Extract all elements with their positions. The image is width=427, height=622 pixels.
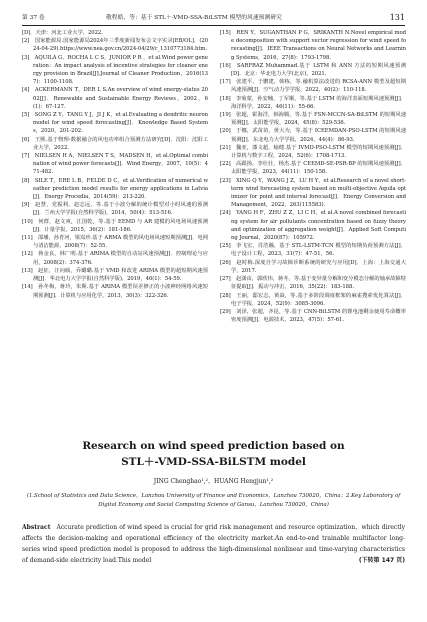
reference-item: [21] 魏亚，漆文超，喻健.基于 IVMD-PSO-LSTM 模型的短期风速预测[J]．计算机与数字工程，2024，52(6)：1708-1713.	[220, 144, 406, 160]
header-rule	[22, 25, 405, 26]
references-right-column	[220, 29, 406, 324]
reference-item: [14] 孙冬梅，蒋玲，朱斯.基于 ARIMA 模型误差修正的小波神经网络风速短期预测[J]．计算机与应用化学，2013，30(3)：322-326.	[22, 284, 208, 299]
reference-item: [22] 高跟扬，李壮壮，杨杰.基于 CEEMD-SE-PSR-BP 的短期风速预测[J]．太阳能学报，2023，44(11)：150-158.	[220, 161, 406, 176]
reference-item: [7] NIELSEN H A，NIELSEN T S，MADSEN H，et al.Optimal combination of wind power forecasts[J]．Wind Energy，2007，10(5)：471-482.	[22, 153, 208, 176]
affiliation: (1.School of Statistics and Data Science，Lanzhou University of Finance and Economics，Lanzhou 730020，China；2.Key Laboratory of Digital Economy and Social Computing Science of Gansu，Lanzhou 730020，China)	[26, 493, 401, 508]
reference-item: [D]．天津：河北工业大学，2022.	[22, 30, 103, 36]
reference-item: [6] 王熙.基于物理-数据融合的风电功率组合预测方法研究[D]．沈阳：沈阳工业大学，2022.	[22, 136, 208, 151]
reference-item: [25] 李飞宏，肖浩瀚，基于 STL-LSTM-TCN 模型的短期负荷预测方法[J]．电子设计工程，2023，31(7)：47-51，56.	[220, 243, 406, 258]
reference-item: [26] 赵时梅.深度自学习故障诊断系统的研究与应用[D]．上海：上海交通大学，2017.	[220, 259, 406, 274]
reference-item: [18] 李菊蒙，孙安楠，丁军顺，等.基于 LSTM 的海洋表面短期风速预测[J]．海洋科学，2022，46(11)：55-66.	[220, 95, 406, 110]
reference-item: [24] YANG H F，ZHU Z Z，LI C H，et al.A novel combined forecasting system for air pollutants concentration based on fuzzy theory and optimization of aggregation weight[J]．Applied Soft Computing Journal，2020(87)：105972.	[220, 210, 406, 242]
reference-item: [28] 王丽，邸宏志，黄焱，等.基于多阶段调度框架的麻雀搜索优化算法[J]．电子学报，2024，52(9)：3085-3096.	[220, 292, 406, 307]
reference-item: [4] ACKERMANN T，DER L S.An overview of wind energy-status 2002[J]．Renewable and Sustainable Energy Reviews，2002，6(1)：67-127.	[22, 87, 208, 110]
running-header	[22, 12, 405, 24]
english-title-line-2: STL＋-VMD-SSA-BiLSTM model	[121, 456, 306, 468]
reference-item: [23] XING Q Y，WANG J Z，LU H Y，et al.Research of a novel short-term wind forecasting system based on multi-objective Aquila optimizer for point and interval forecast[J]．Energy Conversion and Management，2022，263(115583).	[220, 177, 406, 209]
reference-item: [15] REN Y，SUGANTHAN P G，SRIKANTH N.Novel empirical mode decomposition with support vector regression for wind speed forecasting[J]．IEEE Transactions on Neural Networks and Learning Systems，2016，27(8)：1793-1798.	[220, 30, 406, 61]
reference-item: [19] 张超，霍海洋，韩海腾，等.基于 FSN-MCCN-SA-BiLSTM 的短期风速预测[J]．太阳能学报，2024，45(8)：529-536.	[220, 112, 406, 127]
running-title: 敬程皓，等：基于 STL＋-VMD-SSA-BiLSTM 模型的风速预测研究	[106, 15, 282, 21]
reference-item: [9] 赵慧，党振利，赵志远，等.基于小波分解的统计模型对小时风速的预测[J]．兰州大学学报(自然科学版)，2014，50(4)：513-516.	[22, 202, 208, 217]
english-title-line-1: Research on wind speed prediction based on	[82, 440, 345, 452]
reference-item: [2] 国家能源局.国家能源局2024年三季度新闻发布会文字实录[EB/OL]．(2024-04-29).https://www.nea.gov.cn/2024-04/29/c_1310773184.htm.	[22, 38, 208, 53]
english-title	[0, 438, 427, 470]
abstract-text: Accurate prediction of wind speed is crucial for grid risk management and resource optimization，which directly affects the decision-making and operational efficiency of the electricity market.An end-to-end trainable multifactor long-series wind speed prediction model is proposed to address the high-dimensional nonlinear and time-varying characteristics of demand-side electricity load.This model	[22, 524, 405, 564]
reference-item: [3] AQUILA G，ROCHA L C S，JUNIOR P R ，et al.Wind power generation：An impact analysis of incentive strategies for cleaner energy provision in Brazil[J].Journal of Cleaner Production，2016(137)：1100-1108.	[22, 54, 208, 86]
volume-label: 第 37 卷	[22, 15, 45, 21]
reference-item: [13] 赵征，汪向硕，乔璐璐.基于 VMD 和改进 ARIMA 模型的超短期风速预测[J]．华北电力大学学报(自然科学版)，2019，46(1)：54-59.	[22, 267, 208, 283]
abstract	[22, 522, 405, 566]
reference-item: [27] 赵潇由，郭欣伟，蒋冬，等.基于变异量分解和变分模态分解的轴承故障特征提取[J]．振动与冲击，2016，35(22)：183-188.	[220, 276, 406, 291]
references-left-column	[22, 29, 208, 300]
reference-item: [29] 刘泽，张超，齐昆，等.基于 CNN-BiLSTM 的锂电池剩余使用寿命概率密度预测[J]．电源技术，2023，47(5)：57-61.	[220, 308, 406, 324]
reference-item: [12] 蒋金良，林广明.基于 ARIMA 模型的自动站风速预测[J]．控制理论与应用，2008(2)：374-376.	[22, 251, 208, 266]
reference-item: [8] SILE T，ERE L B，FELDE D C，et al.Verification of numerical weather prediction model results for energy applications in Latvia[J]．Energy Procedia，2014(59)：213-220.	[22, 177, 208, 201]
page-number: 131	[389, 13, 405, 22]
reference-item: [16] SARFRAZ Muhammad.基于 LSTM 和 ANN 方法的短期风速预测[D]．北京：华北电力大学(北京)，2021.	[220, 62, 406, 78]
references-section	[22, 29, 406, 329]
reference-item: [20] 于娜，武苗苗，黄大为，等.基于 ICEEMDAN-PSO-LSTM 的短期风速预测[J]．东北电力大学学报，2024，44(4)：86-93.	[220, 128, 406, 143]
abstract-label: Abstract	[22, 524, 51, 531]
reference-item: [10] 何群，赵文爽，江国乾，等.基于 EEMD 与 AR 建模的风电场风速预测[J]．计量学报，2015，36(2)：181-186.	[22, 218, 208, 233]
authors: JING Chenghao¹,²，HUANG Hengjun¹,²	[153, 478, 274, 485]
continued-note: (下转第 147 页)	[358, 557, 405, 564]
reference-item: [11] 邵璠，孙育河，梁岚珍.基于 ARMA 模型的风电场风速短期预测[J]．电网与清洁能源，2008(7)：52-55.	[22, 235, 208, 250]
reference-item: [17] 张建平，于鹏建，韩栋，等.融机算法改进的 RCSA-ANN 模型及超短期风速预测[J]．空气动力学学报，2022，40(2)：110-118.	[220, 79, 406, 94]
reference-item: [5] SONG Z Y，TANG Y J，JI J K，et al.Evaluating a dendritic neuron model for wind speed forecasting[J]．Knowledge Based Systems，2020，201-202.	[22, 112, 208, 135]
